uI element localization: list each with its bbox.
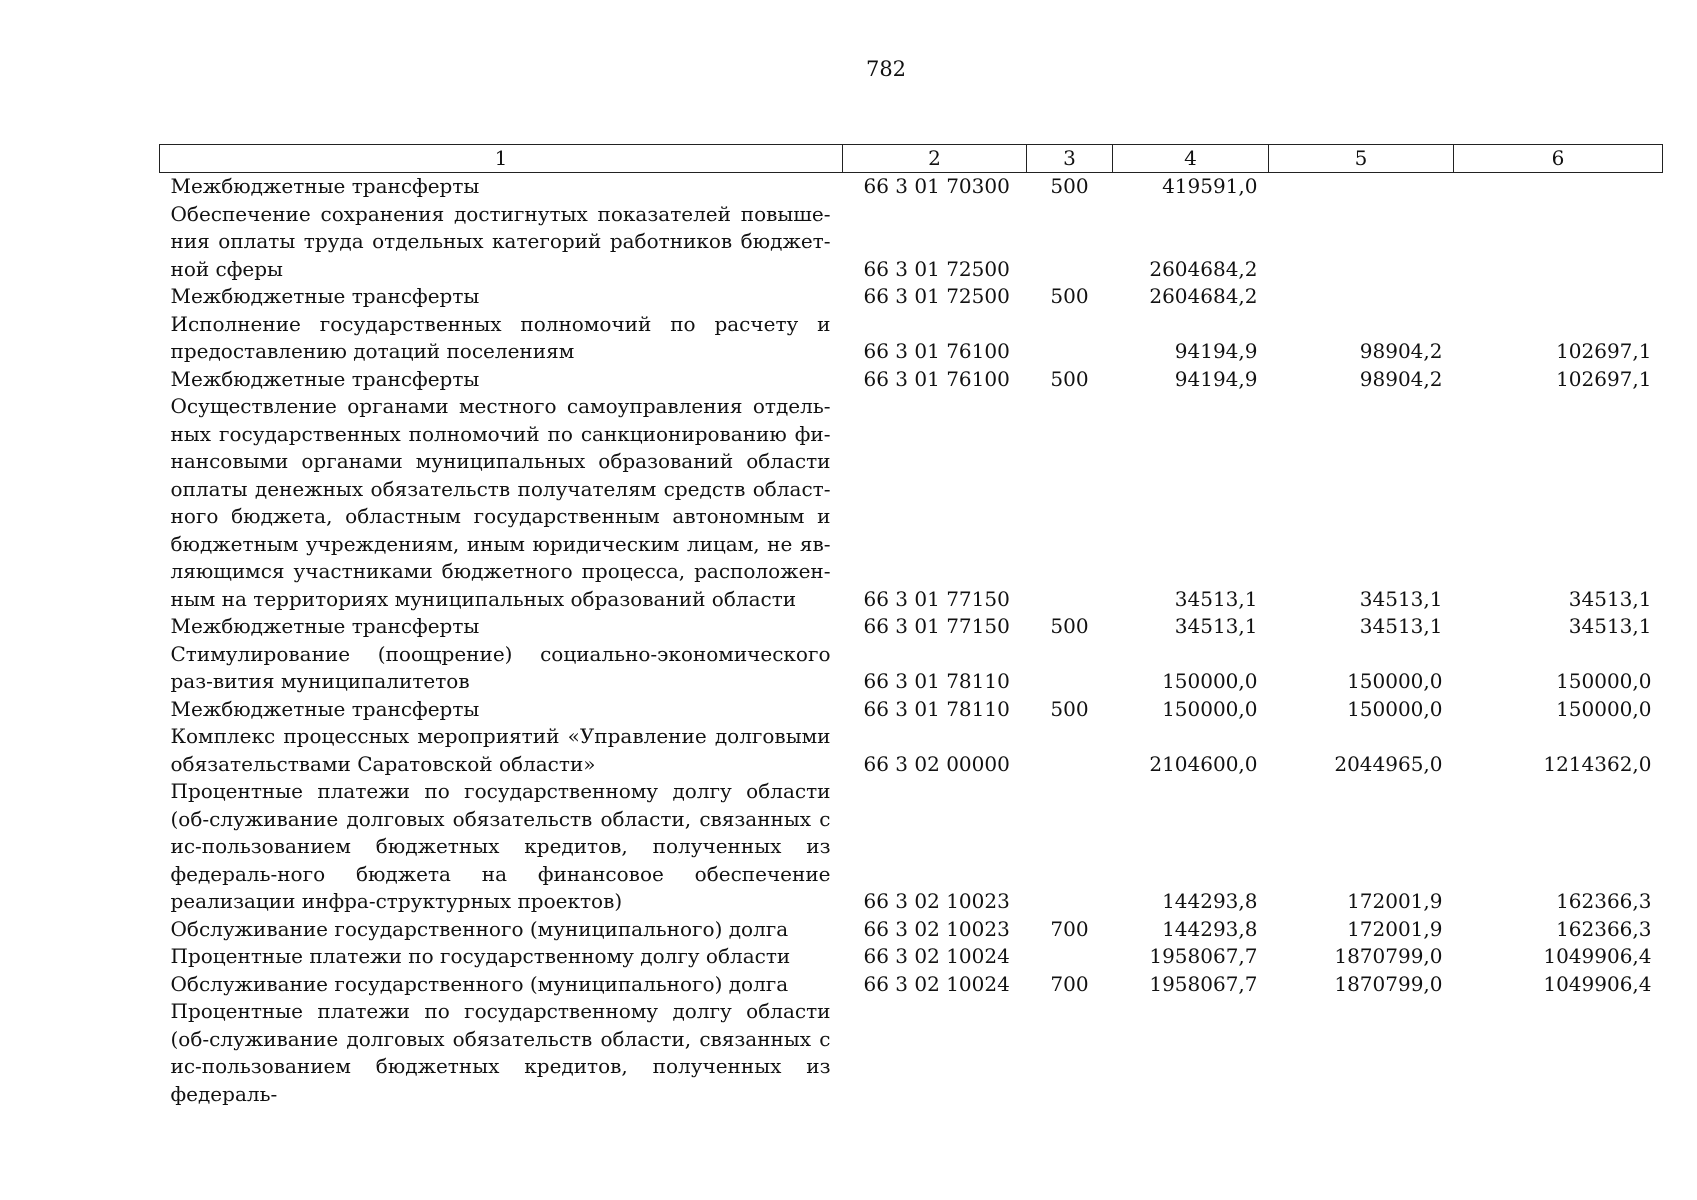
table-row	[160, 971, 1663, 999]
row-value-col-5: 34513,1	[1359, 586, 1443, 611]
row-code: 66 3 02 10024	[863, 971, 1010, 996]
row-value-col-5: 150000,0	[1347, 669, 1443, 693]
table-row	[160, 173, 1663, 201]
header-col-6: 6	[1454, 145, 1663, 173]
row-value-col-6: 1214362,0	[1543, 751, 1652, 776]
row-value-col-6: 150000,0	[1556, 669, 1652, 693]
table-header	[160, 145, 1663, 173]
row-name: Комплекс процессных мероприятий «Управление долговыми обязательствами Саратовской области»	[170, 724, 831, 776]
row-value-col-4: 144293,8	[1162, 916, 1258, 941]
header-col-4: 4	[1113, 145, 1269, 173]
row-expense-type	[1027, 778, 1113, 916]
row-value-col-5: 34513,1	[1359, 614, 1443, 638]
row-name: Процентные платежи по государственному долгу области (об-служивание долговых обязательств области, связанных с ис-пользованием бюджетных кредитов, полученных из федераль-ного бюджета на финансовое обеспечение реализации инфра-структурных проектов)	[170, 779, 831, 913]
row-code: 66 3 01 78110	[863, 669, 1010, 693]
row-value-col-5	[1269, 998, 1454, 1108]
row-value-col-4: 94194,9	[1174, 339, 1258, 363]
row-value-col-5: 1870799,0	[1334, 971, 1443, 996]
row-expense-type	[1027, 943, 1113, 971]
header-row	[160, 145, 1663, 173]
row-value-col-6: 162366,3	[1556, 916, 1652, 941]
row-value-col-6: 34513,1	[1568, 614, 1652, 638]
header-col-2: 2	[843, 145, 1027, 173]
row-code: 66 3 01 72500	[863, 284, 1010, 308]
row-code: 66 3 01 78110	[863, 696, 1010, 721]
row-name: Стимулирование (поощрение) социально-экономического раз-вития муниципалитетов	[170, 641, 831, 693]
row-value-col-5: 150000,0	[1347, 696, 1443, 721]
table-row	[160, 696, 1663, 724]
row-expense-type: 500	[1050, 614, 1089, 638]
row-value-col-5: 1870799,0	[1334, 944, 1443, 968]
row-name: Межбюджетные трансферты	[170, 696, 480, 721]
row-code: 66 3 01 76100	[863, 366, 1010, 391]
row-value-col-5: 2044965,0	[1334, 751, 1443, 776]
row-code: 66 3 01 77150	[863, 614, 1010, 638]
row-expense-type: 700	[1050, 916, 1089, 941]
table-body	[160, 173, 1663, 1109]
header-col-5: 5	[1269, 145, 1454, 173]
row-expense-type	[1027, 723, 1113, 778]
row-value-col-4: 419591,0	[1162, 174, 1258, 198]
row-value-col-6	[1454, 201, 1663, 284]
row-value-col-4: 144293,8	[1162, 889, 1258, 913]
row-value-col-6	[1454, 173, 1663, 201]
table-row	[160, 943, 1663, 971]
row-value-col-6: 1049906,4	[1543, 944, 1652, 968]
row-expense-type: 500	[1050, 366, 1089, 391]
budget-table	[159, 144, 1663, 1108]
row-name: Обслуживание государственного (муниципального) долга	[170, 916, 789, 941]
row-name: Осуществление органами местного самоуправления отдель-ных государственных полномочий по санкционированию фи-нансовыми органами муниципальных образований области оплаты денежных обязательств получателям средств област-ного бюджета, областным государственным автономным и бюджетным учреждениям, иным юридическим лицам, не яв-ляющимся участниками бюджетного процесса, расположен-ным на территориях муниципальных образований области	[170, 394, 831, 611]
row-name: Межбюджетные трансферты	[170, 174, 480, 198]
table-row	[160, 723, 1663, 778]
row-name: Обеспечение сохранения достигнутых показателей повыше-ния оплаты труда отдельных категорий работников бюджет-ной сферы	[170, 201, 831, 281]
row-value-col-4: 2604684,2	[1149, 284, 1258, 308]
header-col-1: 1	[160, 145, 843, 173]
row-code: 66 3 01 70300	[863, 174, 1010, 198]
row-expense-type	[1027, 998, 1113, 1108]
row-value-col-4: 2104600,0	[1149, 751, 1258, 776]
row-value-col-4: 150000,0	[1162, 696, 1258, 721]
row-expense-type: 500	[1050, 696, 1089, 721]
row-value-col-4: 150000,0	[1162, 669, 1258, 693]
row-code: 66 3 01 77150	[863, 586, 1010, 611]
row-value-col-4: 2604684,2	[1149, 256, 1258, 281]
row-value-col-5: 172001,9	[1347, 916, 1443, 941]
row-value-col-4	[1113, 998, 1269, 1108]
row-value-col-5	[1269, 201, 1454, 284]
row-name: Межбюджетные трансферты	[170, 366, 480, 391]
row-expense-type	[1027, 311, 1113, 366]
row-value-col-5	[1269, 173, 1454, 201]
row-value-col-4: 1958067,7	[1149, 971, 1258, 996]
row-expense-type	[1027, 393, 1113, 613]
row-value-col-6	[1454, 998, 1663, 1108]
row-value-col-6: 34513,1	[1568, 586, 1652, 611]
row-expense-type: 500	[1050, 174, 1089, 198]
row-value-col-5: 172001,9	[1347, 889, 1443, 913]
row-value-col-6: 1049906,4	[1543, 971, 1652, 996]
header-col-3: 3	[1027, 145, 1113, 173]
row-expense-type: 500	[1050, 284, 1089, 308]
row-name: Обслуживание государственного (муниципального) долга	[170, 971, 789, 996]
table-row	[160, 916, 1663, 944]
row-value-col-6: 150000,0	[1556, 696, 1652, 721]
row-code: 66 3 02 00000	[863, 751, 1010, 776]
row-value-col-4: 34513,1	[1174, 614, 1258, 638]
row-value-col-4: 1958067,7	[1149, 944, 1258, 968]
row-name: Процентные платежи по государственному долгу области (об-служивание долговых обязательств области, связанных с ис-пользованием бюджетных кредитов, полученных из федераль-	[170, 999, 831, 1106]
table-row	[160, 366, 1663, 394]
table-row	[160, 283, 1663, 311]
table-row	[160, 998, 1663, 1108]
row-value-col-5: 98904,2	[1359, 339, 1443, 363]
row-value-col-6: 102697,1	[1556, 366, 1652, 391]
table-row	[160, 641, 1663, 696]
row-value-col-4: 34513,1	[1174, 586, 1258, 611]
row-value-col-4: 94194,9	[1174, 366, 1258, 391]
row-code: 66 3 01 72500	[863, 256, 1010, 281]
row-name: Процентные платежи по государственному долгу области	[170, 944, 791, 968]
row-code: 66 3 02 10024	[863, 944, 1010, 968]
row-name: Межбюджетные трансферты	[170, 614, 480, 638]
row-name: Межбюджетные трансферты	[170, 284, 480, 308]
table-row	[160, 311, 1663, 366]
row-name: Исполнение государственных полномочий по расчету и предоставлению дотаций поселениям	[170, 311, 831, 363]
table-row	[160, 778, 1663, 916]
row-value-col-5	[1269, 283, 1454, 311]
table-row	[160, 201, 1663, 284]
table-row	[160, 393, 1663, 613]
row-expense-type	[1027, 641, 1113, 696]
row-value-col-6	[1454, 283, 1663, 311]
row-code: 66 3 01 76100	[863, 339, 1010, 363]
row-expense-type	[1027, 201, 1113, 284]
row-code	[843, 998, 1027, 1108]
table-row	[160, 613, 1663, 641]
row-value-col-6: 102697,1	[1556, 339, 1652, 363]
row-expense-type: 700	[1050, 971, 1089, 996]
row-code: 66 3 02 10023	[863, 889, 1010, 913]
row-value-col-6: 162366,3	[1556, 889, 1652, 913]
page-number: 782	[865, 57, 907, 81]
row-code: 66 3 02 10023	[863, 916, 1010, 941]
row-value-col-5: 98904,2	[1359, 366, 1443, 391]
